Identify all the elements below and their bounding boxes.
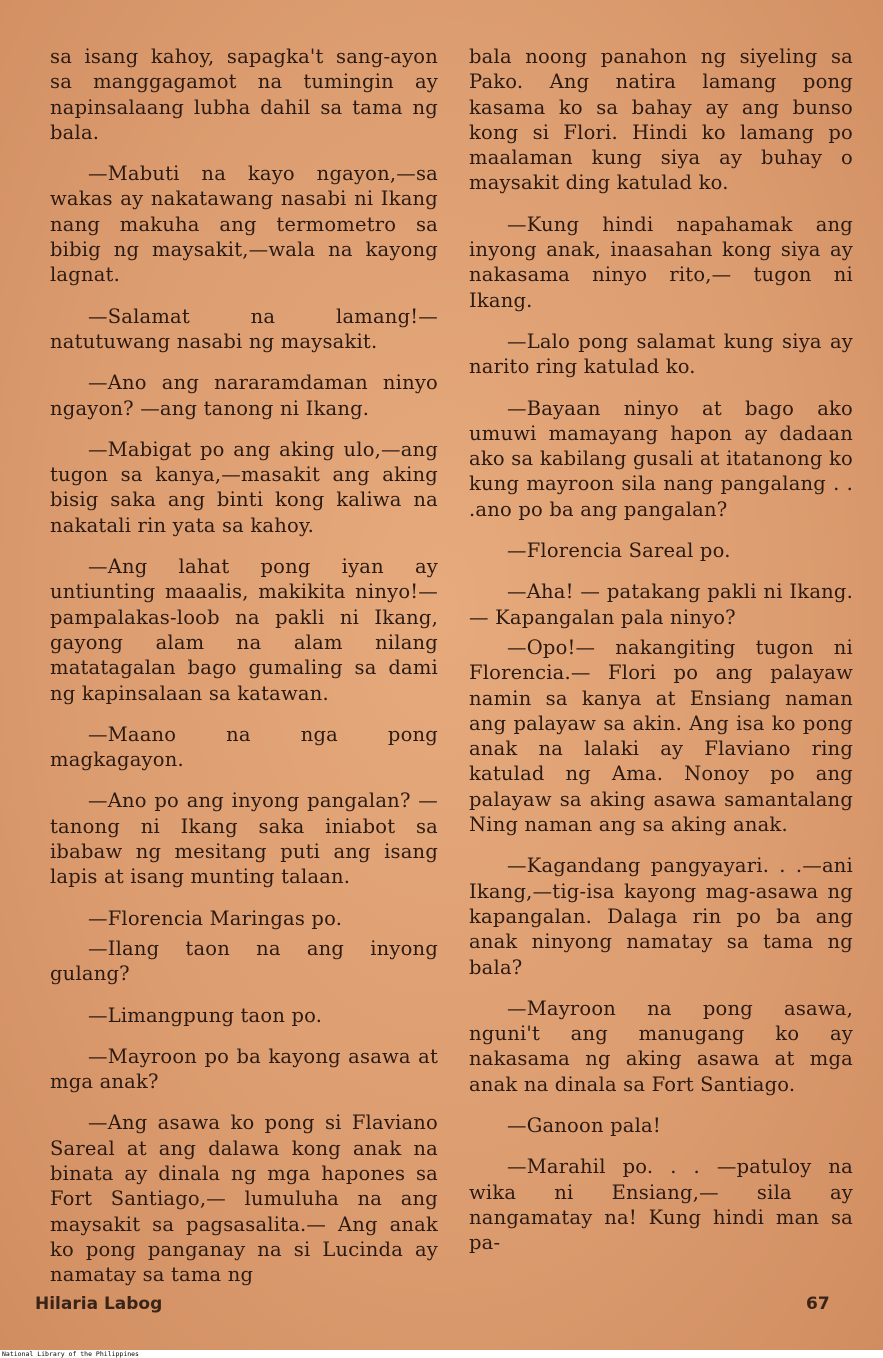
paragraph: —Ano ang nararamdaman ninyo ngayon? —ang tanong ni Ikang.: [50, 371, 438, 420]
right-column: [469, 44, 853, 1271]
paragraph: —Opo!— nakangiting tugon ni Florencia.— Flori po ang palayaw namin sa kanya at Ensiang naman ang palayaw sa akin. Ang isa ko pong anak na lalaki ay Flaviano ring katulad ng Ama. Nonoy po ang palayaw sa aking asawa samantalang Ning naman ang sa aking anak.: [469, 635, 853, 837]
paragraph: —Ang asawa ko pong si Flaviano Sareal at ang dalawa kong anak na binata ay dinala ng mga hapones sa Fort Santiago,— lumuluha na ang maysakit sa pagsasalita.— Ang anak ko pong panganay na si Lucinda ay namatay sa tama ng: [50, 1111, 438, 1287]
page-number: 67: [806, 1294, 830, 1314]
paragraph: —Kagandang pangyayari. . .—ani Ikang,—tig-isa kayong mag-asawa ng kapangalan. Dalaga rin po ba ang anak ninyong namatay sa tama ng bala?: [469, 854, 853, 979]
paragraph: —Limangpung taon po.: [88, 1003, 323, 1027]
paragraph: —Bayaan ninyo at bago ako umuwi mamayang hapon ay dadaan ako sa kabilang gusali at itatanong ko kung mayroon sila nang pangalang . . .ano po ba ang pangalan?: [469, 396, 853, 521]
paragraph: —Ang lahat pong iyan ay untiunting maaalis, makikita ninyo!—pampalakas-loob na pakli ni Ikang, gayong alam na alam nilang matatagalan bago gumaling sa dami ng kapinsalaan sa katawan.: [50, 555, 438, 705]
paragraph: —Florencia Maringas po.: [88, 906, 343, 930]
paragraph: —Lalo pong salamat kung siya ay narito ring katulad ko.: [469, 329, 853, 379]
paragraph: —Ganoon pala!: [507, 1113, 661, 1137]
paragraph: —Mayroon na pong asawa, nguni't ang manugang ko ay nakasama ng aking asawa at mga anak na dinala sa Fort Santiago.: [469, 996, 853, 1096]
paragraph: —Salamat na lamang!— natutuwang nasabi ng maysakit.: [50, 304, 438, 353]
paragraph: —Aha! — patakang pakli ni Ikang.— Kapangalan pala ninyo?: [469, 580, 853, 629]
paragraph: —Mabigat po ang aking ulo,—ang tugon sa kanya,—masakit ang aking bisig saka ang binti kong kaliwa na nakatali rin yata sa kahoy.: [50, 437, 438, 537]
left-column: [50, 44, 438, 1303]
footer-author: Hilaria Labog: [35, 1294, 163, 1314]
paragraph: —Mabuti na kayo ngayon,—sa wakas ay nakatawang nasabi ni Ikang nang makuha ang termometro sa bibig ng maysakit,—wala na kayong lagnat.: [50, 162, 438, 287]
paragraph: bala noong panahon ng siyeling sa Pako. Ang natira lamang pong kasama ko sa bahay ay ang bunso kong si Flori. Hindi ko lamang po maalaman kung siya ay buhay o maysakit ding katulad ko.: [469, 45, 853, 195]
paragraph: sa isang kahoy, sapagka't sang-ayon sa manggagamot na tumingin ay napinsalaang lubha dahil sa tama ng bala.: [50, 45, 438, 144]
paragraph: —Mayroon po ba kayong asawa at mga anak?: [50, 1044, 438, 1094]
paragraph: —Ano po ang inyong pangalan? —tanong ni Ikang saka iniabot sa ibabaw ng mesitang puti ang isang lapis at isang munting talaan.: [50, 789, 438, 889]
paragraph: —Kung hindi napahamak ang inyong anak, inaasahan kong siya ay nakasama ninyo rito,— tugon ni Ikang.: [469, 212, 853, 312]
paragraph: —Maano na nga pong magkagayon.: [50, 722, 438, 772]
paragraph: —Ilang taon na ang inyong gulang?: [50, 936, 438, 986]
paragraph: —Florencia Sareal po.: [507, 539, 731, 563]
paragraph: —Marahil po. . . —patuloy na wika ni Ensiang,— sila ay nangamatay na! Kung hindi man sa pa-: [469, 1155, 853, 1255]
library-credit: National Library of the Philippines: [0, 1350, 883, 1358]
